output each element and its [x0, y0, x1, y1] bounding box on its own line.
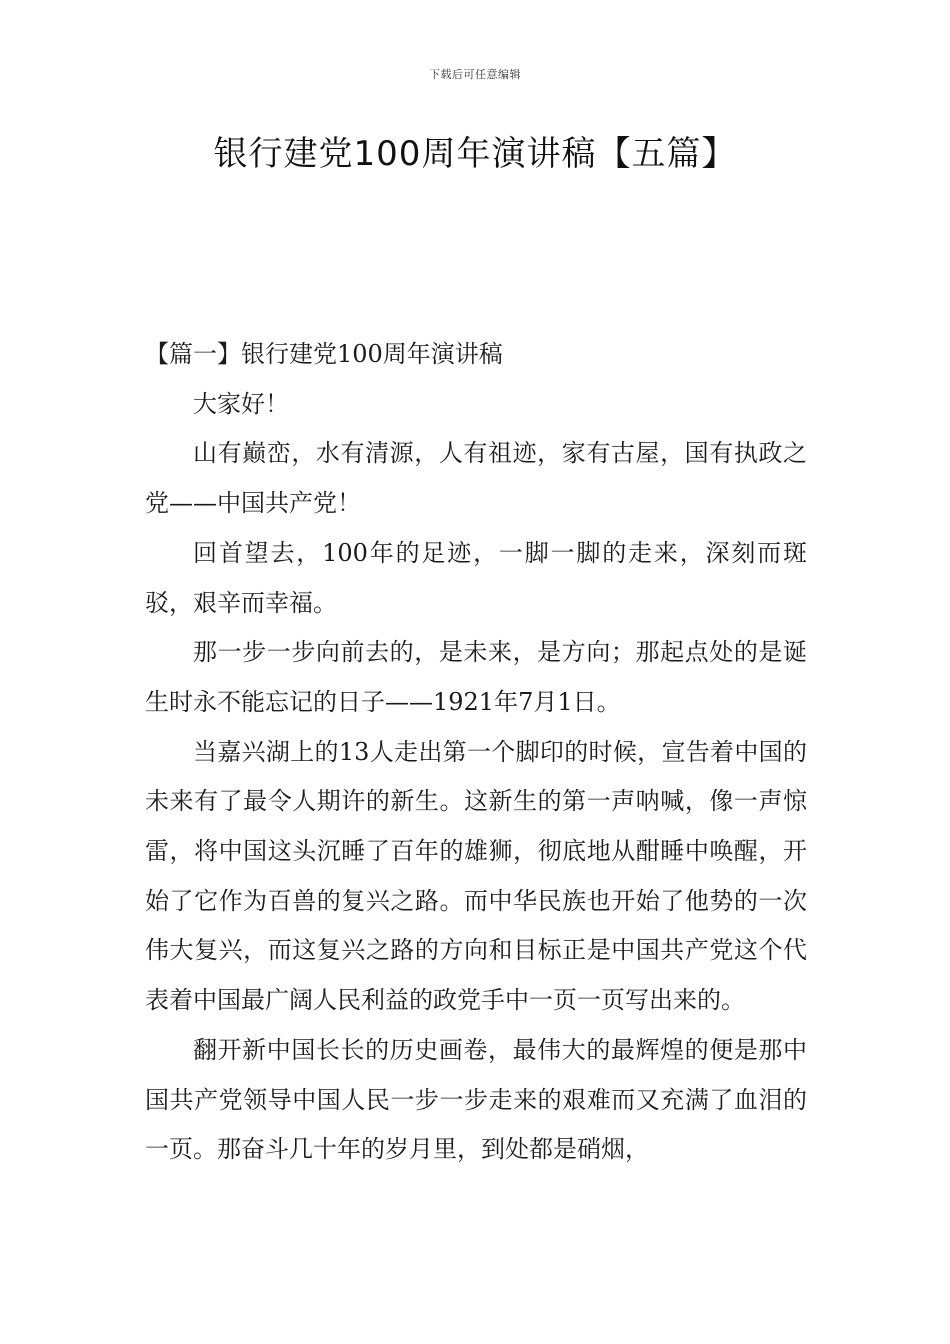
paragraph: 翻开新中国长长的历史画卷，最伟大的最辉煌的便是那中国共产党领导中国人民一步一步走来的艰难而又充满了血泪的一页。那奋斗几十年的岁月里，到处都是硝烟，	[145, 1035, 807, 1164]
paragraph: 山有巅峦，水有清源，人有祖迹，家有古屋，国有执政之党——中国共产党！	[145, 439, 807, 518]
paragraph: 当嘉兴湖上的13人走出第一个脚印的时候，宣告着中国的未来有了最令人期许的新生。这新生的第一声呐喊，像一声惊雷，将中国这头沉睡了百年的雄狮，彻底地从酣睡中唤醒，开始了它作为百兽的复兴之路。而中华民族也开始了他势的一次伟大复兴，而这复兴之路的方向和目标正是中国共产党这个代表着中国最广阔人民利益的政党手中一页一页写出来的。	[145, 737, 807, 1015]
document-body	[145, 330, 807, 1175]
paragraph: 那一步一步向前去的，是未来，是方向；那起点处的是诞生时永不能忘记的日子——1921年7月1日。	[145, 638, 807, 716]
paragraph-greeting: 大家好！	[193, 389, 289, 418]
section-heading: 【篇一】银行建党100周年演讲稿	[145, 340, 503, 368]
document-title: 银行建党100周年演讲稿【五篇】	[213, 134, 737, 174]
paragraph: 回首望去，100年的足迹，一脚一脚的走来，深刻而斑驳，艰辛而幸福。	[145, 538, 807, 617]
header-note: 下载后可任意编辑	[429, 68, 521, 81]
